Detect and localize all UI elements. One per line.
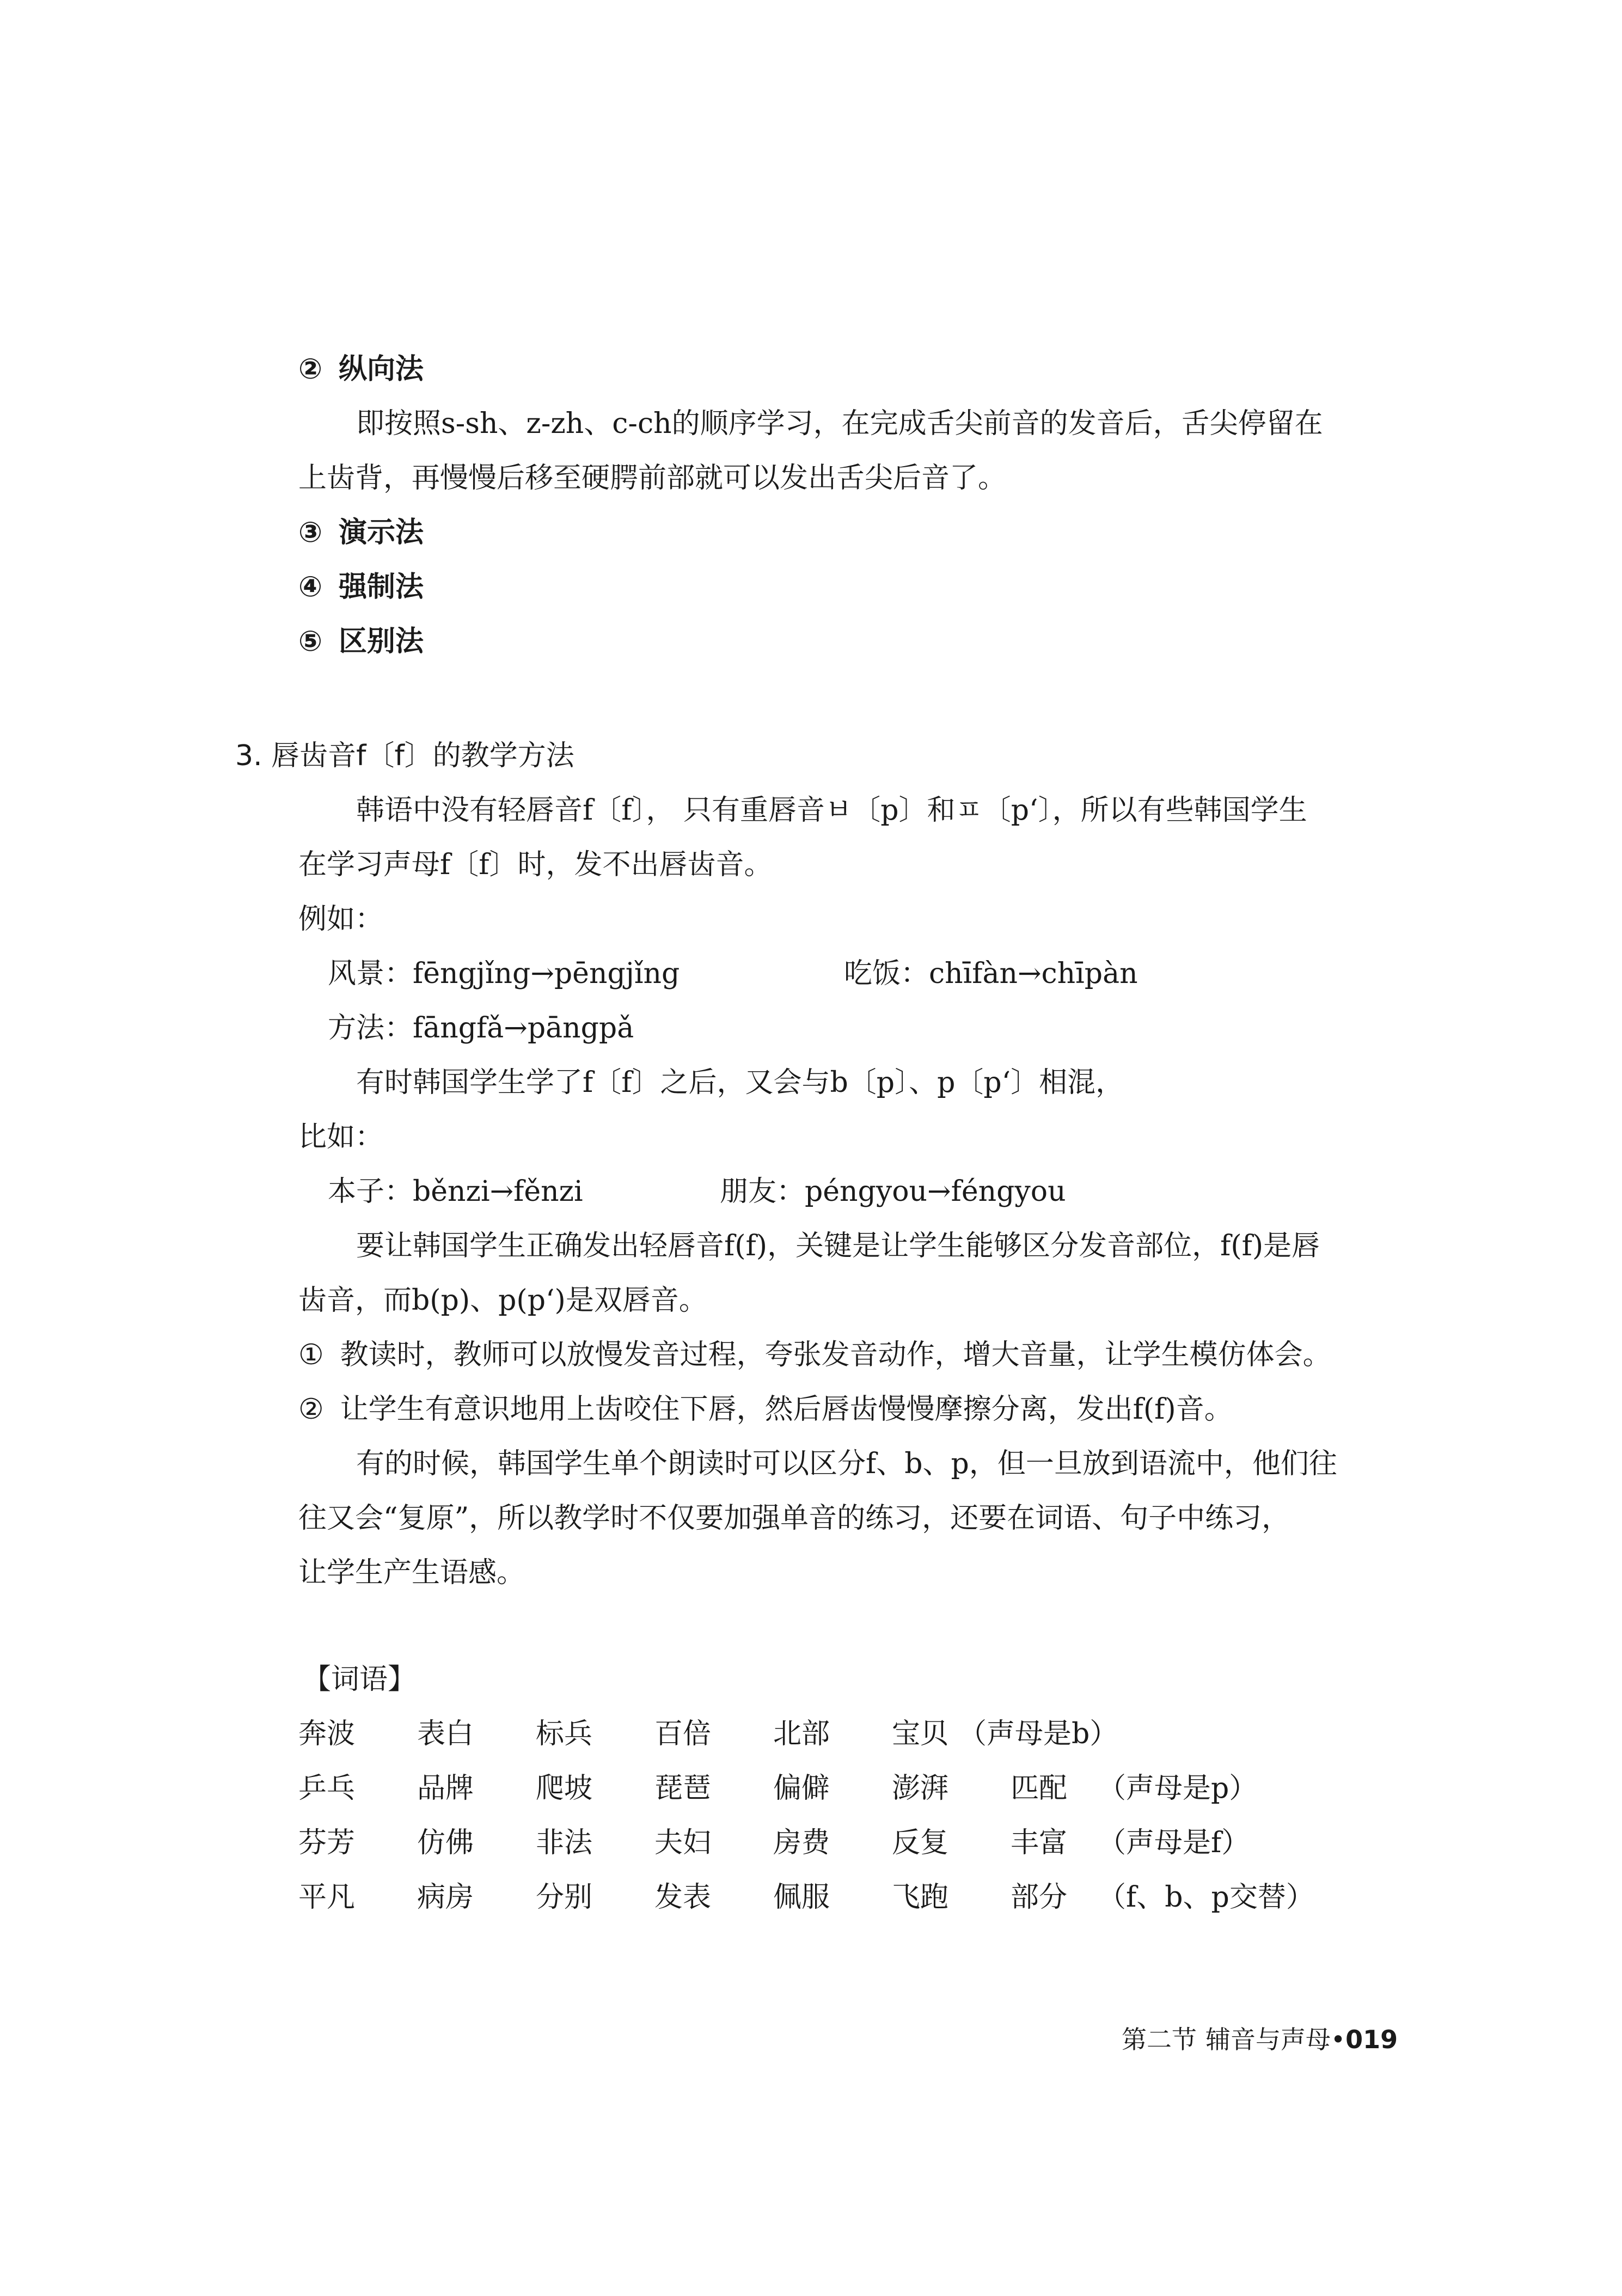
vocab-word: 品牌 <box>417 1772 474 1805</box>
item-label: 强制法 <box>339 571 424 603</box>
vocab-word: 匹配 <box>1011 1772 1068 1805</box>
paragraph-line: 即按照s-sh、z-zh、c-ch的顺序学习，在完成舌尖前音的发音后，舌尖停留在 <box>356 407 1323 440</box>
vocab-word: 房费 <box>773 1827 830 1859</box>
item-number: ② <box>298 1393 324 1426</box>
example-item: 风景：fēngjǐng→pēngjǐng <box>328 957 680 990</box>
paragraph-line: 往又会“复原”，所以教学时不仅要加强单音的练习，还要在词语、句子中练习， <box>298 1502 1290 1535</box>
vocab-word: 北部 <box>773 1718 830 1750</box>
item-text: 教读时，教师可以放慢发音过程，夸张发音动作，增大音量，让学生模仿体会。 <box>340 1339 1331 1371</box>
footer-section: 第二节 <box>1122 2025 1197 2054</box>
method-heading-distinguish <box>298 627 424 656</box>
paragraph-line: 让学生产生语感。 <box>298 1556 525 1589</box>
item-number: ④ <box>298 571 323 603</box>
item-label: 区别法 <box>339 625 424 658</box>
paragraph-line: 在学习声母f〔f〕时，发不出唇齿音。 <box>298 848 773 881</box>
page-number: 019 <box>1345 2025 1398 2054</box>
vocab-note: （声母是b） <box>958 1718 1118 1750</box>
paragraph-line: 有时韩国学生学了f〔f〕之后，又会与b〔p〕、p〔p‘〕相混， <box>356 1066 1124 1099</box>
vocab-word: 爬坡 <box>536 1772 593 1805</box>
method-heading-force <box>298 573 424 601</box>
vocab-word: 表白 <box>417 1718 474 1750</box>
example-item: 吃饭：chīfàn→chīpàn <box>844 957 1138 990</box>
vocab-word: 宝贝 <box>892 1718 949 1750</box>
example-label: 比如： <box>298 1121 384 1153</box>
example-label: 例如： <box>298 903 384 936</box>
paragraph-line: 齿音，而b(p)、p(p‘)是双唇音。 <box>298 1284 707 1317</box>
vocab-word: 百倍 <box>654 1718 712 1750</box>
example-item: 方法：fāngfǎ→pāngpǎ <box>328 1012 634 1045</box>
example-item: 朋友：péngyou→féngyou <box>720 1175 1066 1208</box>
vocab-word: 澎湃 <box>892 1772 949 1805</box>
numbered-item <box>298 1341 1331 1369</box>
vocab-word: 乒乓 <box>298 1772 356 1805</box>
vocab-word: 仿佛 <box>417 1827 474 1859</box>
example-item: 本子：běnzi→fěnzi <box>328 1175 583 1208</box>
item-label: 纵向法 <box>339 353 424 386</box>
vocab-note: （声母是p） <box>1098 1772 1258 1805</box>
paragraph-line: 上齿背，再慢慢后移至硬腭前部就可以发出舌尖后音了。 <box>298 462 1007 494</box>
vocab-title: 【词语】 <box>303 1663 417 1696</box>
vocab-word: 奔波 <box>298 1718 356 1750</box>
paragraph-line: 要让韩国学生正确发出轻唇音f(f)，关键是让学生能够区分发音部位，f(f)是唇 <box>356 1230 1320 1262</box>
vocab-word: 丰富 <box>1011 1827 1068 1859</box>
method-heading-demo <box>298 518 424 547</box>
vocab-word: 琵琶 <box>654 1772 712 1805</box>
numbered-item <box>298 1395 1233 1424</box>
footer-title: 辅音与声母 <box>1205 2025 1331 2054</box>
paragraph-line: 有的时候，韩国学生单个朗读时可以区分f、b、p，但一旦放到语流中，他们往 <box>356 1448 1337 1480</box>
item-label: 演示法 <box>339 516 424 549</box>
vocab-note: （f、b、p交替） <box>1098 1881 1314 1914</box>
item-number: ① <box>298 1339 324 1371</box>
vocab-word: 偏僻 <box>773 1772 830 1805</box>
vocab-word: 芬芳 <box>298 1827 356 1859</box>
vocab-word: 飞跑 <box>892 1881 949 1914</box>
vocab-word: 病房 <box>417 1881 474 1914</box>
vocab-note: （声母是f） <box>1098 1827 1250 1859</box>
vocab-word: 平凡 <box>298 1881 356 1914</box>
section-title: 3. 唇齿音f〔f〕的教学方法 <box>235 740 574 772</box>
item-number: ② <box>298 353 323 386</box>
footer-bullet: • <box>1331 2025 1346 2054</box>
paragraph-line: 韩语中没有轻唇音f〔f〕， 只有重唇音ㅂ〔p〕和ㅍ〔p‘〕，所以有些韩国学生 <box>356 794 1307 827</box>
method-heading-vertical <box>298 353 424 386</box>
vocab-word: 非法 <box>536 1827 593 1859</box>
vocab-word: 发表 <box>654 1881 712 1914</box>
vocab-word: 反复 <box>892 1827 949 1859</box>
vocab-word: 标兵 <box>536 1718 593 1750</box>
page-footer <box>1122 2027 1398 2052</box>
item-number: ③ <box>298 516 323 549</box>
vocab-word: 部分 <box>1011 1881 1068 1914</box>
vocab-word: 佩服 <box>773 1881 830 1914</box>
vocab-word: 分别 <box>536 1881 593 1914</box>
vocab-word: 夫妇 <box>654 1827 712 1859</box>
item-number: ⑤ <box>298 625 323 658</box>
item-text: 让学生有意识地用上齿咬住下唇，然后唇齿慢慢摩擦分离，发出f(f)音。 <box>340 1393 1233 1426</box>
